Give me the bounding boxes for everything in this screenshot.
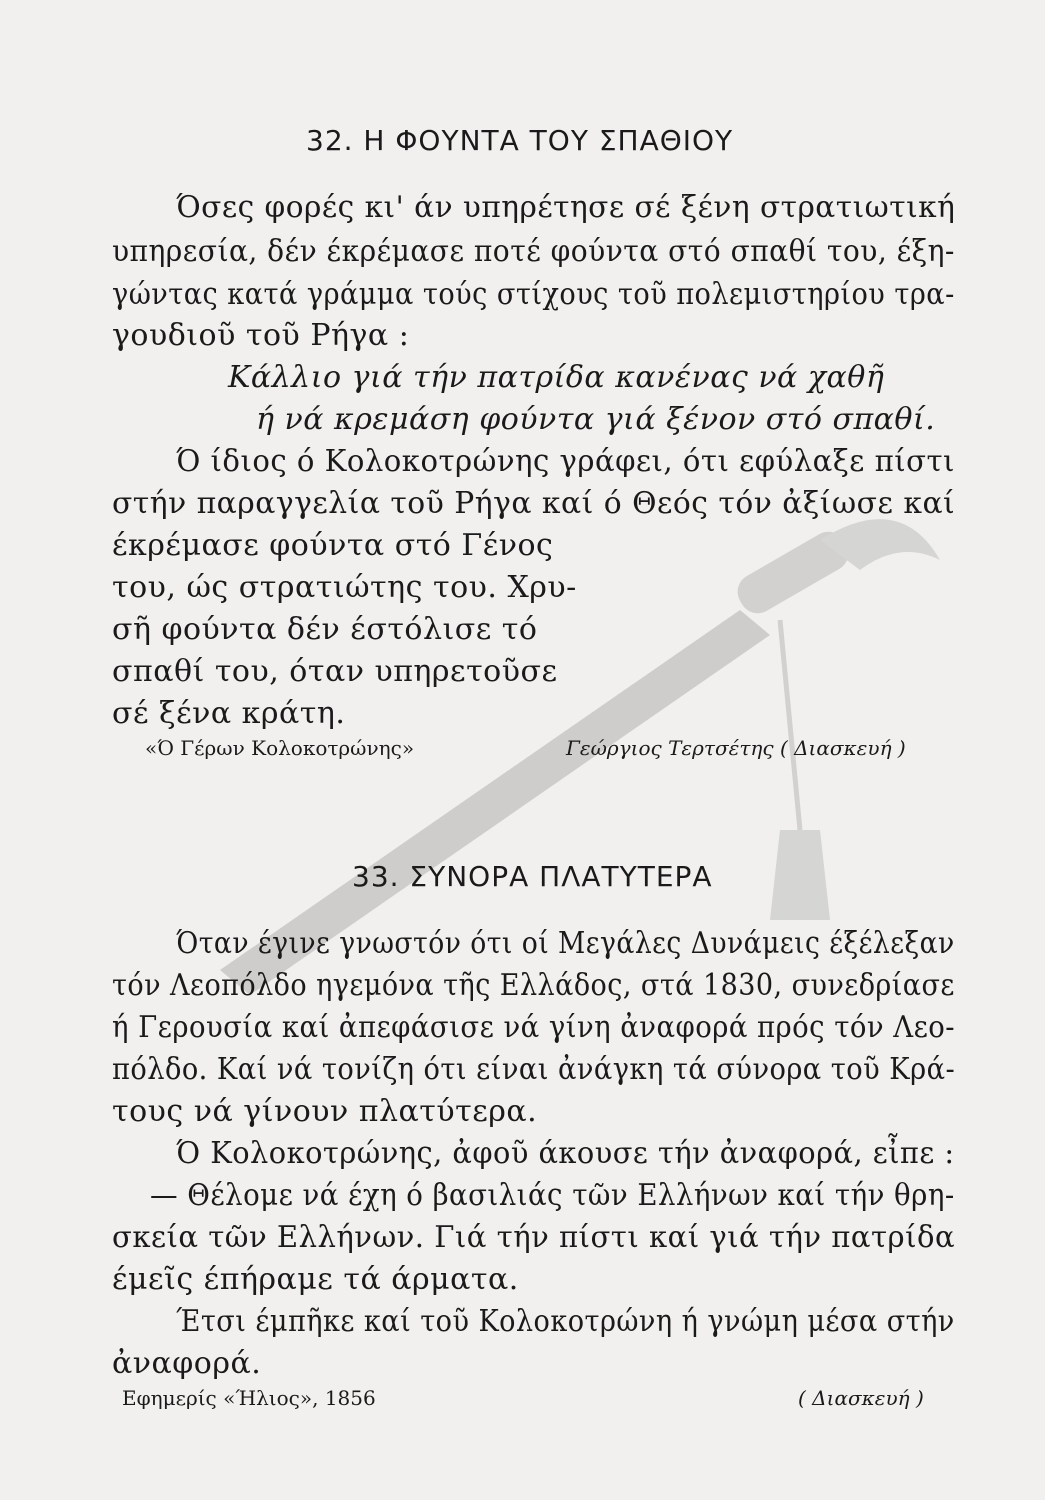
text-line: — Θέλομε νά έχη ό βασιλιάς τῶν Ελλήνων καί τήν θρη-	[150, 1178, 955, 1213]
verse-line: ή νά κρεμάση φούντα γιά ξένον στό σπαθί.	[256, 402, 936, 437]
text-line: έκρέμασε φούντα στό Γένος	[112, 528, 554, 563]
text-line: στήν παραγγελία τοῦ Ρήγα καί ό Θεός τόν ἀξίωσε καί	[112, 486, 956, 521]
text-line: Έτσι έμπῆκε καί τοῦ Κολοκοτρώνη ή γνώμη μέσα στήν	[176, 1304, 955, 1339]
text-line: Ό ίδιος ό Κολοκοτρώνης γράφει, ότι εφύλαξε πίστι	[176, 444, 955, 479]
section-title-32: 32. Η ΦΟΥΝΤΑ ΤΟΥ ΣΠΑΘΙΟΥ	[306, 124, 734, 157]
text-line: γουδιοῦ τοῦ Ρήγα :	[112, 318, 410, 353]
text-line: Όταν έγινε γνωστόν ότι οί Μεγάλες Δυνάμεις έξέλεξαν	[176, 926, 955, 961]
text-line: σῆ φούντα δέν έστόλισε τό	[112, 612, 538, 647]
author-attribution: Γεώργιος Τερτσέτης ( Διασκευή )	[566, 736, 906, 760]
text-line: Όσες φορές κι' άν υπηρέτησε σέ ξένη στρατιωτική	[176, 190, 956, 225]
source-attribution: Εφημερίς «Ήλιος», 1856	[122, 1386, 376, 1410]
verse-line: Κάλλιο γιά τήν πατρίδα κανένας νά χαθῆ	[228, 360, 885, 395]
adaptation-note: ( Διασκευή )	[798, 1386, 924, 1410]
source-attribution: «Ό Γέρων Κολοκοτρώνης»	[145, 736, 415, 760]
text-line: σπαθί του, όταν υπηρετοῦσε	[112, 654, 558, 689]
text-line: τους νά γίνουν πλατύτερα.	[112, 1094, 538, 1129]
text-line: υπηρεσία, δέν έκρέμασε ποτέ φούντα στό σπαθί του, έξη-	[112, 234, 955, 269]
text-line: ἀναφορά.	[112, 1346, 262, 1381]
text-line: του, ώς στρατιώτης του. Χρυ-	[112, 570, 577, 605]
text-line: σέ ξένα κράτη.	[112, 696, 346, 731]
text-line: γώντας κατά γράμμα τούς στίχους τοῦ πολεμιστηρίου τρα-	[112, 277, 955, 312]
section-title-33: 33. ΣΥΝΟΡΑ ΠΛΑΤΥΤΕΡΑ	[352, 860, 713, 893]
text-line: τόν Λεοπόλδο ηγεμόνα τῆς Ελλάδος, στά 1830, συνεδρίασε	[112, 968, 955, 1003]
text-line: πόλδο. Καί νά τονίζη ότι είναι ἀνάγκη τά σύνορα τοῦ Κρά-	[112, 1052, 956, 1087]
text-line: Ό Κολοκοτρώνης, ἀφοῦ άκουσε τήν ἀναφορά, εἶπε :	[176, 1136, 955, 1171]
text-line: έμεῖς έπήραμε τά άρματα.	[112, 1262, 519, 1297]
text-line: σκεία τῶν Ελλήνων. Γιά τήν πίστι καί γιά τήν πατρίδα	[112, 1220, 956, 1255]
text-line: ή Γερουσία καί ἀπεφάσισε νά γίνη ἀναφορά πρός τόν Λεο-	[112, 1010, 956, 1045]
